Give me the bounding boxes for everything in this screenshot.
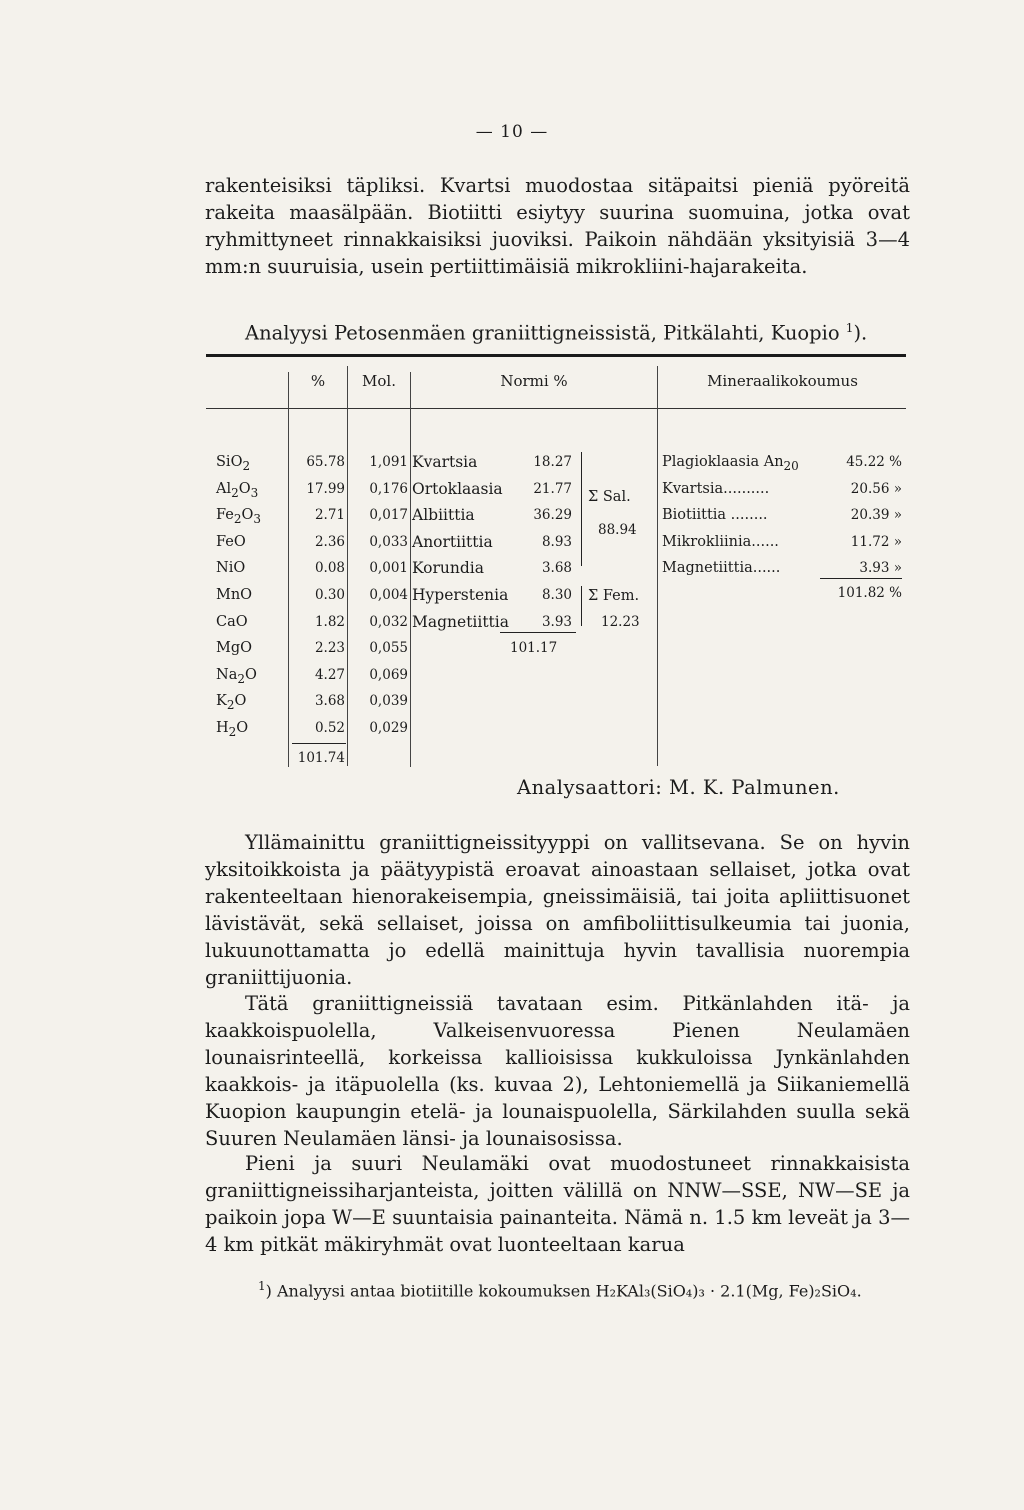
table-header-rule	[206, 408, 906, 409]
oxide-mol: 0,004	[369, 587, 408, 603]
oxide-label: FeO	[216, 533, 246, 550]
norm-mineral: Korundia	[412, 559, 484, 578]
oxide-mol: 0,001	[369, 560, 408, 577]
oxide-mol: 0,033	[369, 533, 408, 550]
norm-value: 3.93	[541, 613, 572, 630]
header-percent: %	[310, 372, 326, 390]
norm-mineral: Anortiittia	[412, 532, 493, 551]
column-divider	[657, 366, 658, 766]
mineral-total: 101.82 %	[837, 585, 902, 601]
fem-brace	[576, 586, 582, 626]
mineral-name: Plagioklaasia $An_{20}$	[662, 454, 799, 473]
norm-mineral: Hyperstenia	[412, 586, 509, 604]
sal-label: Σ Sal.	[588, 489, 631, 505]
oxide-mol: 0,032	[369, 613, 408, 630]
norm-mineral: Magnetiittia	[412, 612, 509, 631]
norm-mineral: Ortoklaasia	[412, 479, 503, 498]
oxide-mol: 0,069	[369, 666, 408, 683]
oxide-percent: 2.36	[314, 533, 345, 550]
oxide-percent: 2.23	[314, 640, 345, 657]
mineral-value: 45.22 %	[846, 454, 902, 470]
column-divider	[410, 372, 411, 767]
norm-mineral: Albiittia	[412, 506, 475, 525]
column-divider	[288, 372, 289, 767]
footnote: $^1$) Analyysi antaa biotiitille kokoumuksen H₂KAl₃(SiO₄)₃ · 2.1(Mg, Fe)₂SiO₄.	[258, 1279, 862, 1301]
oxide-mol: 0,176	[369, 480, 408, 497]
norm-sum-line	[500, 632, 576, 633]
mineral-name: Mikrokliinia......	[662, 533, 779, 550]
oxide-mol: 0,039	[369, 693, 408, 710]
caption-text: Analyysi Petosenmäen graniittigneissistä, Pitkälahti, Kuopio	[245, 321, 840, 345]
percent-sum-line	[292, 743, 346, 744]
mineral-value: 20.56 »	[850, 480, 902, 497]
caption-footnote-mark: 1	[845, 321, 854, 335]
norm-value: 18.27	[533, 454, 572, 470]
page-number: — 10 —	[475, 122, 549, 142]
sal-value: 88.94	[598, 522, 637, 538]
oxide-percent: 3.68	[314, 693, 345, 710]
norm-value: 8.93	[541, 533, 572, 550]
oxide-mol: 0,029	[369, 720, 408, 736]
mineral-name: Magnetiittia......	[662, 560, 781, 577]
norm-value: 36.29	[533, 507, 572, 524]
mineral-value: 20.39 »	[850, 507, 902, 524]
paragraph-4: Pieni ja suuri Neulamäki ovat muodostuneet rinnakkaisista graniittigneissiharjanteista, joitten välillä on NNW—SSE, NW—SE ja paikoin jopa W—E suuntaisia painanteita. Nämä n. 1.5 km leveät ja 3—4 km pitkät mäkiryhmät ovat luonteeltaan karua	[205, 1152, 910, 1256]
oxide-percent: 65.78	[306, 454, 345, 470]
oxide-label: $Fe_2O_3$	[216, 507, 262, 527]
mineral-value: 11.72 »	[850, 533, 902, 550]
paragraph-3: Tätä graniittigneissiä tavataan esim. Pitkänlahden itä- ja kaakkoispuolella, Valkeisenvuoressa Pienen Neulamäen lounaisrinteellä, korkeissa kallioisissa kukkuloissa Jynkänlahden kaakkois- ja itäpuolella (ks. kuvaa 2), Lehtoniemellä ja Siikaniemellä Kuopion kaupungin etelä- ja lounaispuolella, Särkilahden suulla sekä Suuren Neulamäen länsi- ja lounaisosissa.	[205, 992, 910, 1150]
oxide-mol: 1,091	[369, 454, 408, 470]
oxide-label: $H_2O$	[216, 720, 249, 739]
norm-value: 3.68	[541, 560, 572, 577]
oxide-label: $Al_2O_3$	[216, 480, 259, 500]
oxide-percent: 4.27	[314, 666, 345, 683]
norm-mineral: Kvartsia	[412, 453, 478, 471]
footnote-mark: 1	[258, 1279, 266, 1293]
oxide-percent: 0.30	[314, 587, 345, 603]
sal-brace	[576, 452, 582, 566]
oxide-label: $K_2O$	[216, 693, 247, 713]
percent-total: 101.74	[297, 750, 345, 766]
column-divider	[347, 366, 348, 766]
norm-value: 8.30	[541, 587, 572, 603]
table-caption	[245, 315, 915, 347]
oxide-percent: 0.52	[314, 720, 345, 736]
fem-label: Σ Fem.	[588, 588, 640, 604]
mineral-name: Kvartsia..........	[662, 480, 770, 497]
oxide-label: MnO	[216, 587, 253, 603]
oxide-percent: 0.08	[314, 560, 345, 577]
footnote-text: Analyysi antaa biotiitille kokoumuksen H₂KAl₃(SiO₄)₃ · 2.1(Mg, Fe)₂SiO₄.	[276, 1281, 862, 1301]
oxide-percent: 17.99	[306, 480, 345, 497]
header-mineral: Mineraalikokoumus	[707, 372, 858, 390]
mineral-value: 3.93 »	[859, 560, 902, 577]
norm-value: 21.77	[533, 480, 572, 497]
norm-total: 101.17	[510, 640, 558, 656]
oxide-mol: 0,055	[369, 640, 408, 657]
oxide-mol: 0,017	[369, 507, 408, 524]
oxide-label: $Na_2O$	[216, 666, 257, 686]
oxide-label: NiO	[216, 560, 246, 577]
paragraph-2: Yllämainittu graniittigneissityyppi on vallitsevana. Se on hyvin yksitoikkoista ja päätyypistä eroavat ainoastaan sellaiset, jotka ovat rakenteeltaan hienorakeisempia, gneissimäisiä, tai joita apliittisuonet lävistävät, sekä sellaiset, joissa on amfiboliittisulkeumia tai juonia, lukuunottamatta jo edellä mainittuja hyvin tavallisia nuorempia graniittijuonia.	[205, 831, 910, 989]
analyst-line: Analysaattori: M. K. Palmunen.	[517, 776, 840, 799]
mineral-name: Biotiittia ........	[662, 507, 768, 524]
header-norm: Normi %	[500, 372, 568, 390]
header-mol: Mol.	[362, 372, 396, 390]
oxide-percent: 2.71	[314, 507, 345, 524]
mineral-sum-line	[820, 578, 902, 579]
table-top-rule	[206, 354, 906, 357]
oxide-label: CaO	[216, 613, 248, 630]
oxide-label: MgO	[216, 640, 253, 657]
caption-end: ).	[853, 321, 868, 345]
fem-value: 12.23	[601, 614, 640, 630]
oxide-percent: 1.82	[314, 613, 345, 630]
oxide-label: SiO$_2$	[216, 454, 251, 473]
paragraph-1: rakenteisiksi täpliksi. Kvartsi muodostaa sitäpaitsi pieniä pyöreitä rakeita maasälpään. Biotiitti esiytyy suurina suomuina, jotka ovat ryhmittyneet rinnakkaisiksi juoviksi. Paikoin nähdään yksityisiä 3—4 mm:n suuruisia, usein pertiittimäisiä mikrokliini-hajarakeita.	[205, 174, 910, 278]
